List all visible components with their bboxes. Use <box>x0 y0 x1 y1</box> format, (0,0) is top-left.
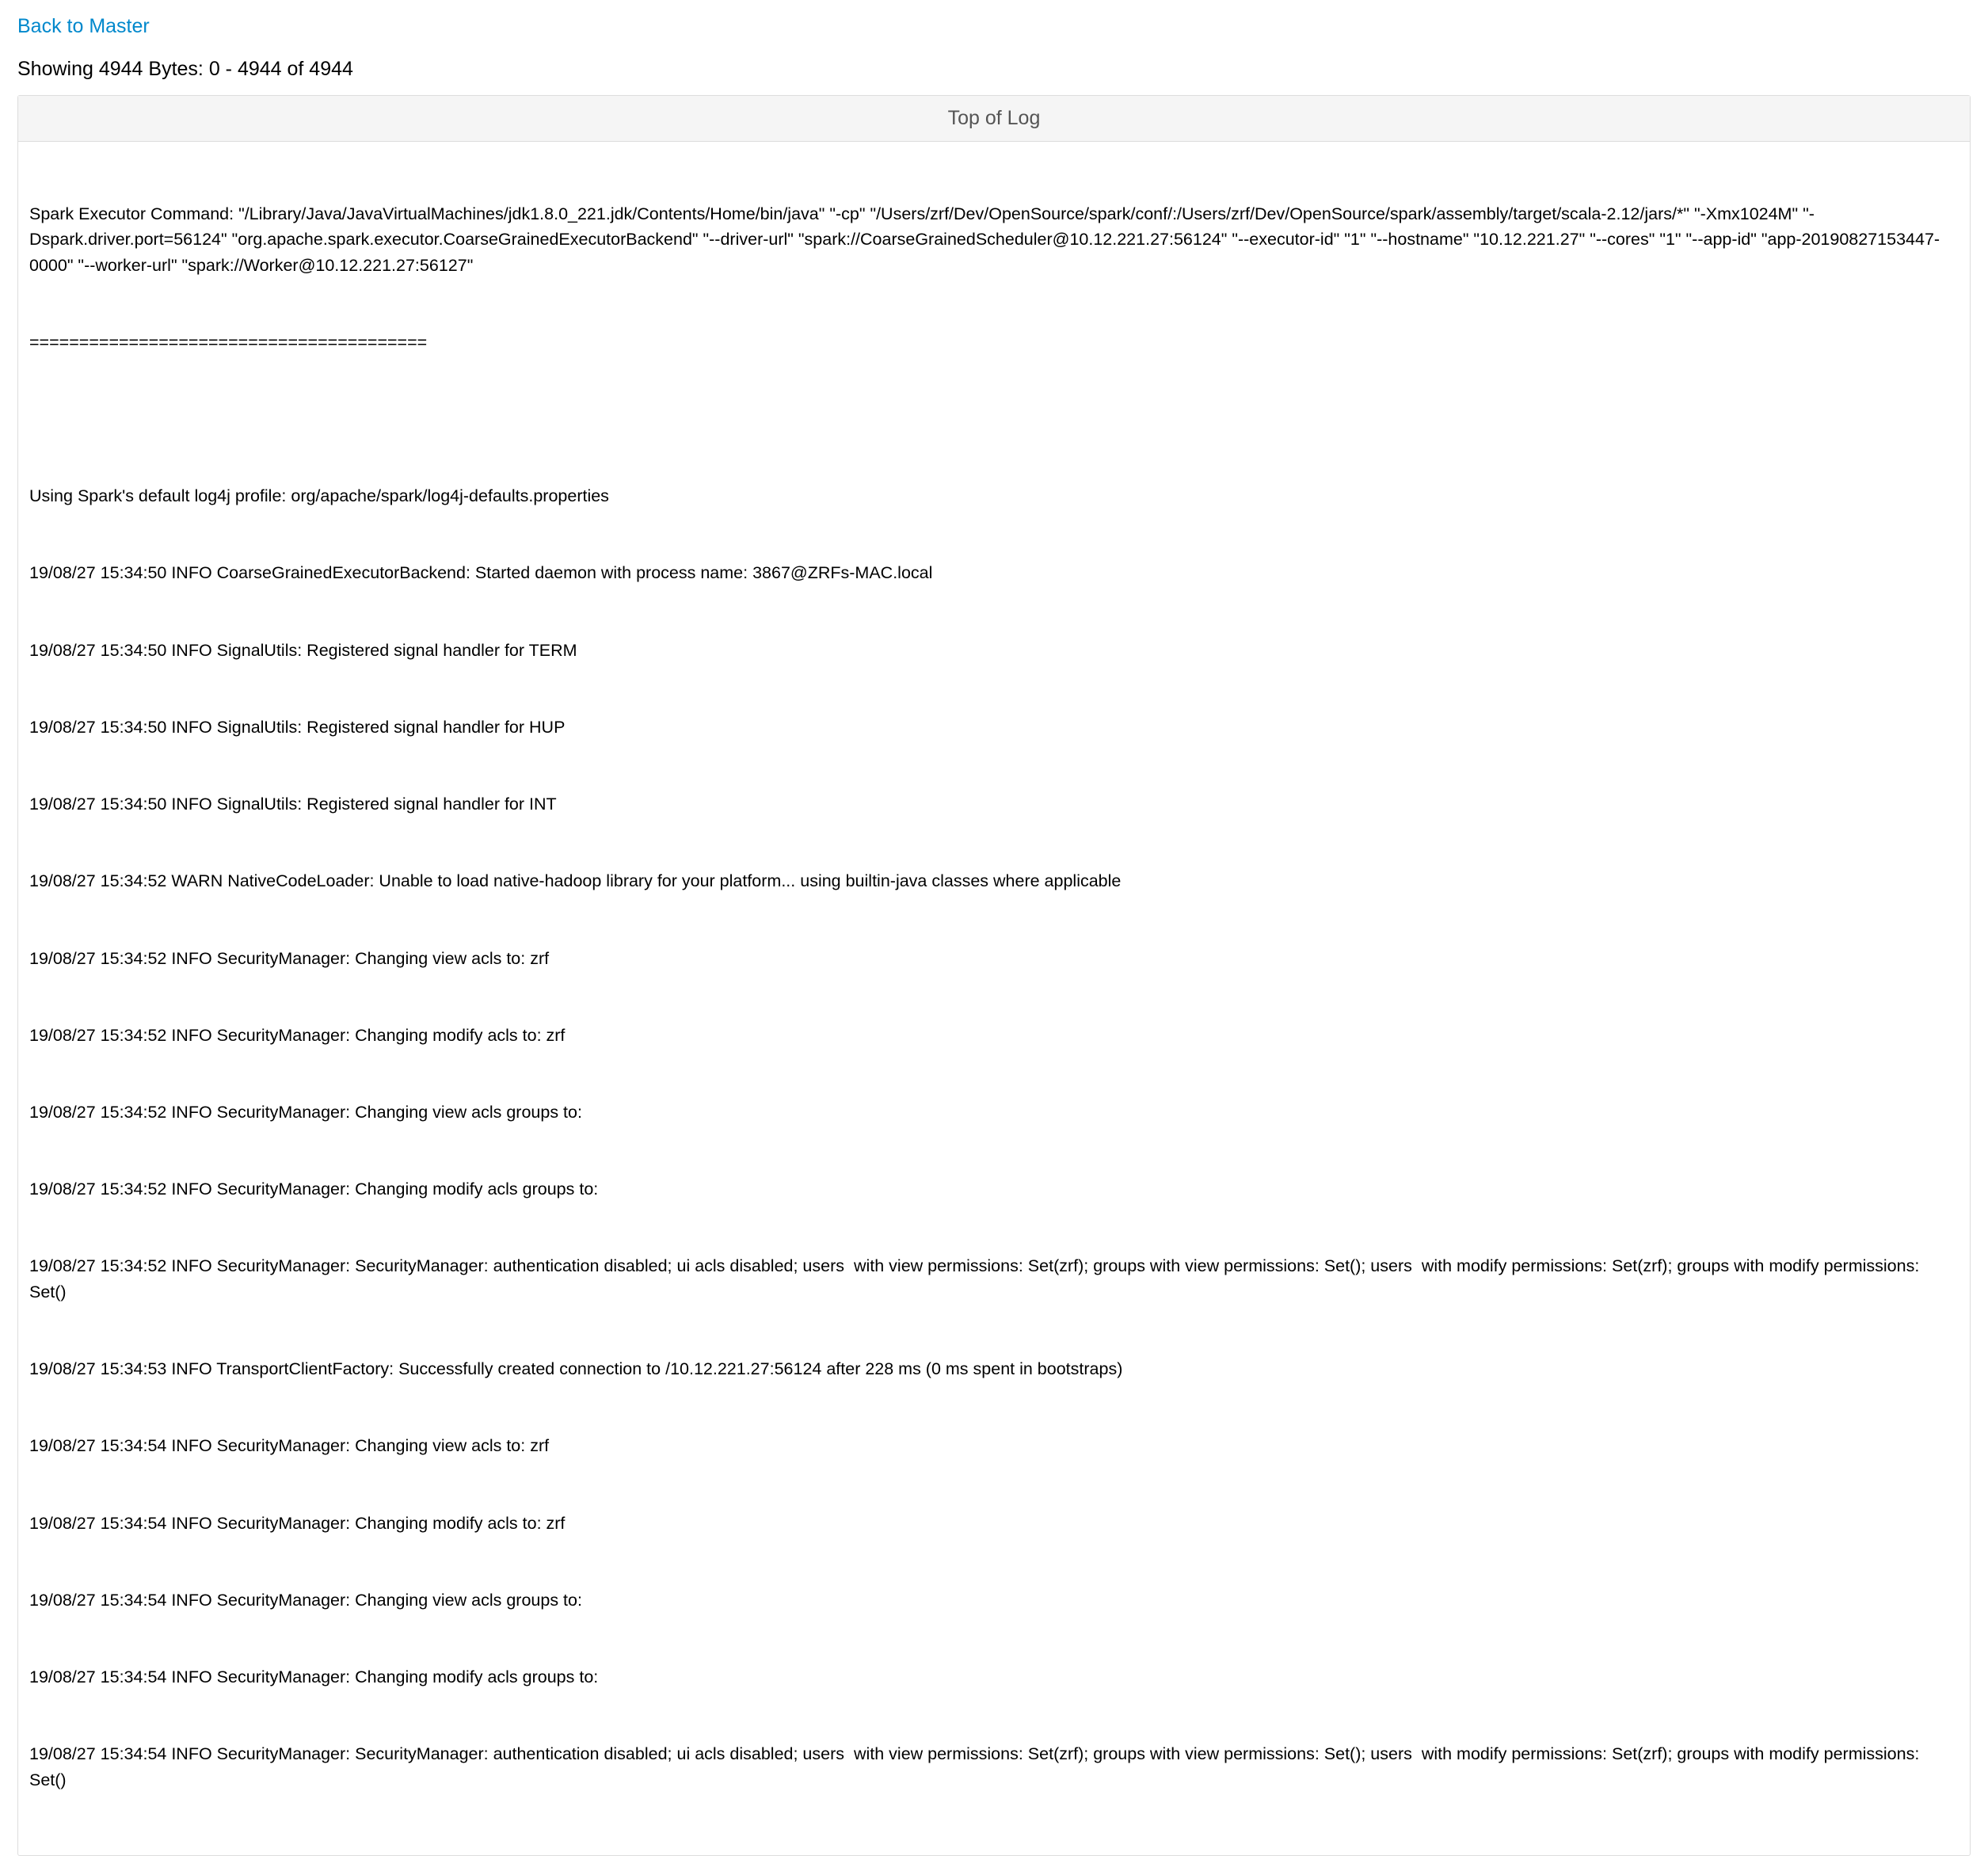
log-line: Spark Executor Command: "/Library/Java/JavaVirtualMachines/jdk1.8.0_221.jdk/Contents/Home/bin/java" "-cp" "/Users/zrf/Dev/OpenSource/spark/conf/:/Users/zrf/Dev/OpenSource/spark/assembly/target/scala-2.12/jars/*" "-Xmx1024M" "-Dspark.driver.port=56124" "org.apache.spark.executor.CoarseGrainedExecutorBackend" "--driver-url" "spark://CoarseGrainedScheduler@10.12.221.27:56124" "--executor-id" "1" "--hostname" "10.12.221.27" "--cores" "1" "--app-id" "app-20190827153447-0000" "--worker-url" "spark://Worker@10.12.221.27:56127" <box>29 204 1940 275</box>
log-line: 19/08/27 15:34:50 INFO SignalUtils: Registered signal handler for INT <box>29 795 557 814</box>
log-line: 19/08/27 15:34:52 WARN NativeCodeLoader: Unable to load native-hadoop library for your platform... using builtin-java classes where applicable <box>29 871 1122 891</box>
log-line: 19/08/27 15:34:50 INFO CoarseGrainedExecutorBackend: Started daemon with process name: 3867@ZRFs-MAC.local <box>29 563 933 583</box>
log-line: ======================================== <box>29 332 428 352</box>
log-line: 19/08/27 15:34:52 INFO SecurityManager: Changing modify acls to: zrf <box>29 1025 566 1045</box>
back-to-master-link[interactable]: Back to Master <box>17 15 150 37</box>
log-line: 19/08/27 15:34:52 INFO SecurityManager: Changing modify acls groups to: <box>29 1180 599 1199</box>
log-line: 19/08/27 15:34:54 INFO SecurityManager: Changing view acls to: zrf <box>29 1436 550 1456</box>
log-line-blank <box>29 406 1960 432</box>
log-line: 19/08/27 15:34:54 INFO SecurityManager: SecurityManager: authentication disabled; ui acls disabled; users with view permissions: Set(zrf); groups with view permissions: Set(); users with modify permissions: Set(zrf); groups with modify permissions: Set() <box>29 1744 1925 1789</box>
log-line: 19/08/27 15:34:50 INFO SignalUtils: Registered signal handler for HUP <box>29 717 566 737</box>
log-line: 19/08/27 15:34:52 INFO SecurityManager: Changing view acls groups to: <box>29 1103 582 1122</box>
log-line: 19/08/27 15:34:54 INFO SecurityManager: Changing modify acls groups to: <box>29 1667 599 1686</box>
log-panel-header: Top of Log <box>18 96 1970 142</box>
log-panel <box>17 95 1971 1856</box>
log-line: 19/08/27 15:34:53 INFO TransportClientFactory: Successfully created connection to /10.12.221.27:56124 after 228 ms (0 ms spent in bootstraps) <box>29 1359 1123 1379</box>
log-content[interactable] <box>18 142 1970 1855</box>
log-line: 19/08/27 15:34:52 INFO SecurityManager: SecurityManager: authentication disabled; ui acls disabled; users with view permissions: Set(zrf); groups with view permissions: Set(); users with modify permissions: Set(zrf); groups with modify permissions: Set() <box>29 1256 1925 1301</box>
showing-bytes-status: Showing 4944 Bytes: 0 - 4944 of 4944 <box>17 58 353 80</box>
log-line: 19/08/27 15:34:54 INFO SecurityManager: Changing modify acls to: zrf <box>29 1513 566 1533</box>
log-line: 19/08/27 15:34:52 INFO SecurityManager: Changing view acls to: zrf <box>29 948 550 968</box>
log-line: Using Spark's default log4j profile: org/apache/spark/log4j-defaults.properties <box>29 486 609 506</box>
log-line: 19/08/27 15:34:50 INFO SignalUtils: Registered signal handler for TERM <box>29 640 577 660</box>
log-line: 19/08/27 15:34:54 INFO SecurityManager: Changing view acls groups to: <box>29 1590 582 1610</box>
